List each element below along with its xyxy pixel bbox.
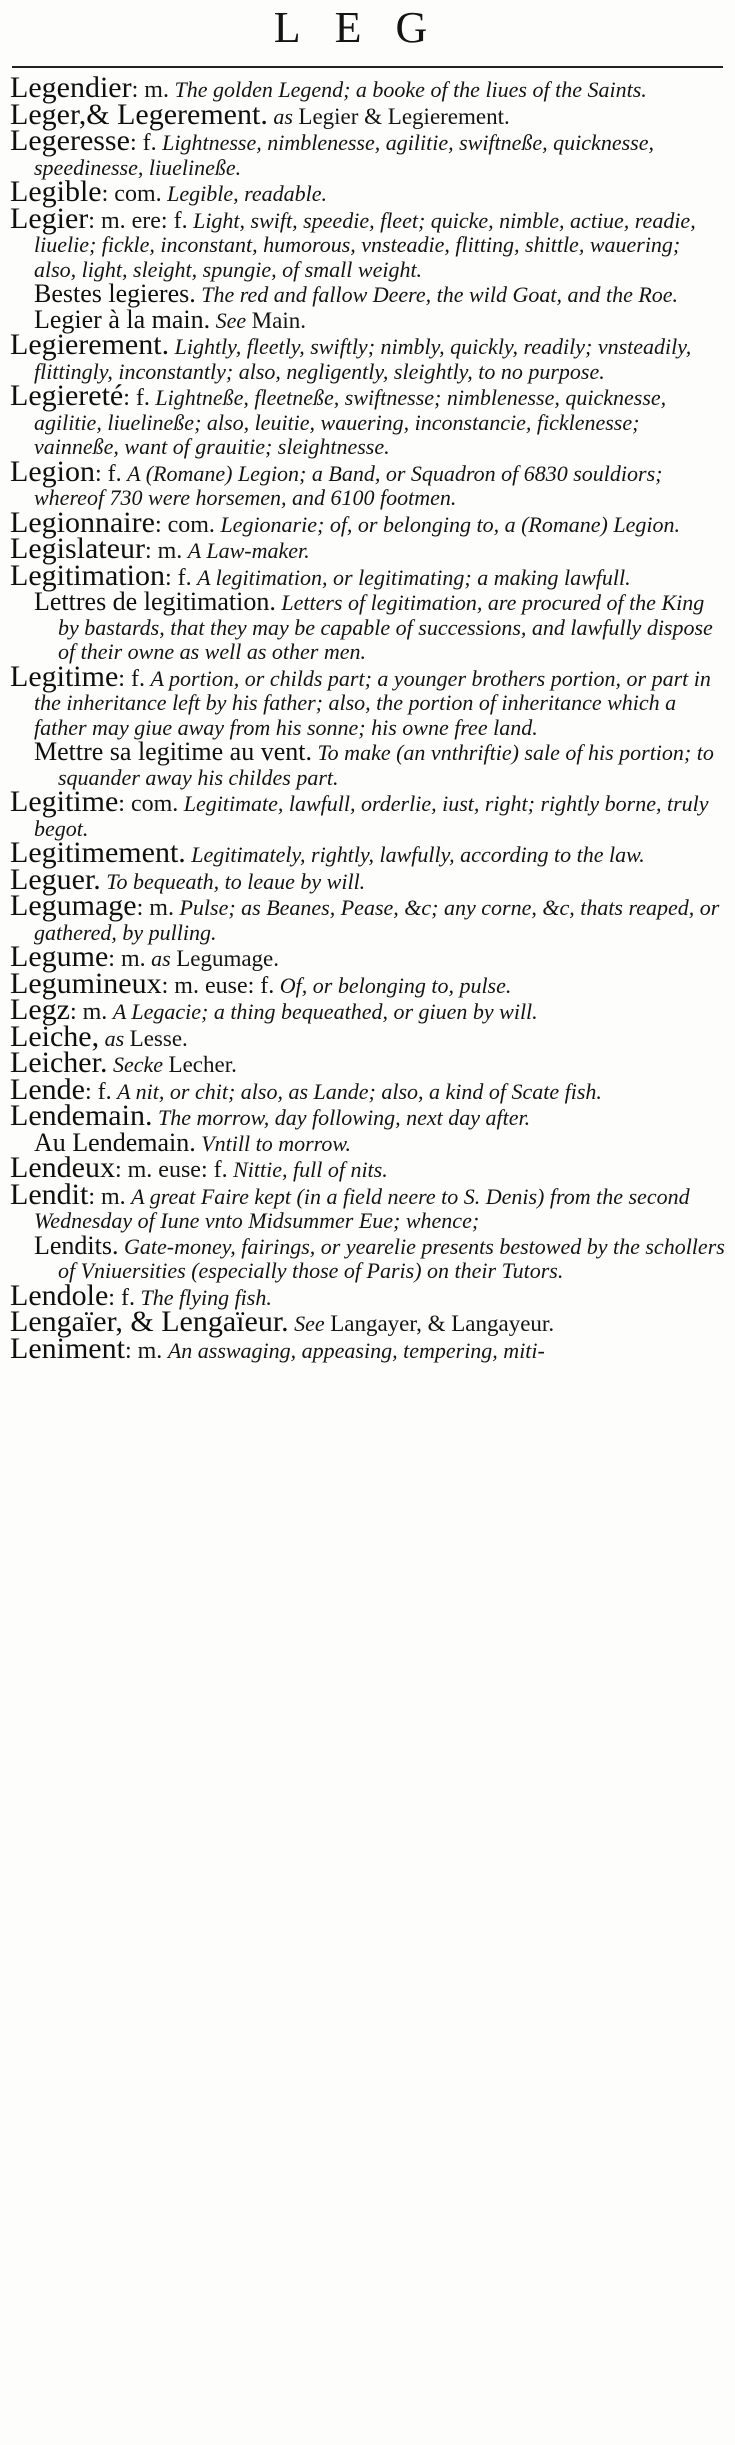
- dictionary-entry: [10, 889, 725, 945]
- entry-grammar: : m.: [136, 895, 174, 921]
- sub-entry: [10, 737, 725, 790]
- entry-definition: A legitimation, or legitimating; a making lawfull.: [197, 564, 631, 590]
- entry-grammar: : f.: [129, 130, 157, 156]
- entry-definition: Legionarie; of, or belonging to, a (Romane) Legion.: [220, 511, 680, 537]
- entry-grammar: : f.: [108, 1284, 135, 1311]
- entry-headword: Lettres de legitimation.: [34, 587, 276, 616]
- entry-headword: Legume: [10, 940, 109, 973]
- entry-grammar: : com.: [154, 511, 215, 538]
- entry-headword: Lendits.: [34, 1230, 119, 1260]
- entry-grammar: : m. euse: f.: [161, 972, 275, 999]
- entry-definition: See: [215, 307, 247, 333]
- dictionary-entry: [10, 201, 725, 283]
- entry-cross-reference: Lesse.: [129, 1025, 188, 1051]
- entry-headword: Lendeux: [10, 1151, 115, 1184]
- entry-definition: Gate-money, fairings, or yearelie presents bestowed by the schollers of Vniuersities (especially those of Paris) on their Tutors.: [58, 1233, 725, 1283]
- entry-definition: A (Romane) Legion; a Band, or Squadron of 6830 souldiors; whereof 730 were horsemen, and 6100 footmen.: [34, 460, 663, 510]
- entry-definition: To bequeath, to leaue by will.: [106, 868, 366, 894]
- entry-grammar: : m.: [124, 1337, 163, 1364]
- entry-definition: Secke: [112, 1052, 164, 1077]
- dictionary-entry: [10, 966, 725, 1000]
- entry-definition: Lightly, fleetly, swiftly; nimbly, quickly, readily; vnsteadily, flittingly, inconstantly; also, negligently, sleightly, to no purpose.: [34, 334, 692, 384]
- entry-headword: Lende: [10, 1072, 85, 1106]
- entry-definition: A portion, or childs part; a younger brothers portion, or part in the inheritance left by his father; also, the portion of inheritance which a father may giue away from his sonne; his owne free land.: [34, 665, 711, 740]
- dictionary-entry: [10, 1151, 725, 1184]
- entry-grammar: : com.: [118, 791, 179, 817]
- sub-entry: [10, 587, 725, 665]
- entry-definition: Nittie, full of nits.: [233, 1157, 388, 1182]
- entry-grammar: : m.: [144, 538, 183, 564]
- dictionary-entry: [10, 836, 725, 869]
- entry-grammar: : m. ere: f.: [88, 207, 188, 234]
- entry-definition: A nit, or chit; also, as Lande; also, a kind of Scate fish.: [117, 1078, 602, 1104]
- entry-headword: Leger,& Legerement.: [10, 97, 268, 131]
- entry-grammar: : com.: [101, 181, 162, 207]
- entry-headword: Legeresse: [10, 124, 130, 157]
- dictionary-entry: [10, 328, 725, 384]
- entry-definition: The morrow, day following, next day after.: [157, 1105, 531, 1130]
- entry-definition: as: [104, 1025, 125, 1051]
- entry-headword: Lendole: [10, 1278, 109, 1312]
- entry-headword: Legz: [10, 993, 70, 1026]
- entry-grammar: : f.: [123, 385, 150, 411]
- entry-grammar: : f.: [84, 1078, 112, 1105]
- entry-definition: The golden Legend; a booke of the liues of the Saints.: [174, 77, 647, 102]
- entry-headword: Legiereté: [10, 379, 124, 412]
- entry-grammar: : m.: [69, 999, 108, 1025]
- entry-headword: Mettre sa legitime au vent.: [34, 737, 312, 766]
- entry-definition: A Law-maker.: [187, 538, 310, 563]
- entry-definition: The flying fish.: [140, 1284, 272, 1310]
- entry-headword: Leniment: [10, 1331, 125, 1365]
- entry-definition: Vntill to morrow.: [201, 1130, 351, 1156]
- entry-grammar: : m. euse: f.: [114, 1157, 228, 1183]
- entry-definition: Legible, readable.: [167, 181, 328, 206]
- dictionary-entry: [10, 1331, 725, 1365]
- entry-headword: Bestes legieres.: [34, 279, 196, 308]
- dictionary-entry: [10, 1019, 725, 1053]
- entry-definition: Legitimately, rightly, lawfully, according to the law.: [191, 842, 645, 867]
- entry-definition: Of, or belonging to, pulse.: [279, 972, 512, 998]
- dictionary-entry: [10, 1046, 725, 1079]
- entry-headword: Legendier: [10, 71, 132, 104]
- entry-headword: Legumage: [10, 889, 137, 922]
- entry-headword: Legionnaire: [10, 505, 155, 539]
- entry-cross-reference: Legumage.: [176, 946, 280, 971]
- entry-headword: Leiche,: [10, 1019, 100, 1053]
- entry-headword: Legion: [10, 454, 95, 488]
- entry-definition: Legitimate, lawfull, orderlie, iust, right; rightly borne, truly begot.: [34, 791, 709, 841]
- entry-headword: Legier à la main.: [34, 304, 211, 334]
- entry-cross-reference: Lecher.: [168, 1052, 237, 1077]
- entry-headword: Legitime: [10, 785, 119, 818]
- entry-headword: Leicher.: [10, 1046, 108, 1079]
- entry-definition: An asswaging, appeasing, tempering, miti-: [167, 1337, 545, 1363]
- entry-headword: Legumineux: [10, 966, 162, 1000]
- entry-headword: Lendit: [10, 1177, 89, 1211]
- sub-entry: [10, 1230, 725, 1284]
- entry-headword: Lendemain.: [10, 1099, 153, 1132]
- dictionary-entry: [10, 454, 725, 511]
- entry-grammar: : m.: [108, 946, 146, 972]
- entry-grammar: : f.: [94, 460, 122, 487]
- entry-definition: See: [294, 1311, 325, 1336]
- entry-definition: The red and fallow Deere, the wild Goat, and the Roe.: [201, 282, 679, 307]
- entry-grammar: : m.: [131, 77, 169, 103]
- entry-headword: Legitime: [10, 659, 119, 693]
- entry-grammar: : f.: [164, 564, 192, 591]
- dictionary-entry: [10, 379, 725, 460]
- dictionary-entry: [10, 659, 725, 741]
- entry-definition: Letters of legitimation, are procured of the King by bastards, that they may be capable of successions, and lawfully dispose of their owne as well as other men.: [58, 590, 713, 664]
- dictionary-entry: [10, 785, 725, 841]
- entry-cross-reference: Langayer, & Langayeur.: [330, 1311, 555, 1336]
- entry-headword: Legible: [10, 175, 102, 208]
- entry-headword: Au Lendemain.: [34, 1127, 196, 1157]
- entry-headword: Legitimement.: [10, 836, 186, 869]
- entry-list: [10, 71, 725, 1365]
- dictionary-entry: [10, 175, 725, 208]
- dictionary-entry: [10, 993, 725, 1026]
- entry-headword: Legislateur: [10, 532, 145, 565]
- entry-definition: Lightneße, fleetneße, swiftnesse; nimblenesse, quicknesse, agilitie, liuelineße; also, leuitie, wauering, inconstancie, ficklenesse; vainneße, want of grauitie; sleightnesse.: [34, 385, 667, 459]
- entry-headword: Legitimation: [10, 558, 165, 592]
- entry-definition: as: [151, 946, 171, 971]
- entry-cross-reference: Main.: [251, 307, 306, 333]
- header-rule: [12, 66, 723, 68]
- page-header: LEG: [273, 3, 462, 52]
- entry-definition: Light, swift, speedie, fleet; quicke, nimble, actiue, readie, liuelie; fickle, inconstant, humorous, vnsteadie, flitting, shittle, wauering; also, light, sleight, spungie, of small weight.: [34, 207, 696, 282]
- entry-definition: Lightnesse, nimblenesse, agilitie, swiftneße, quicknesse, speedinesse, liuelineße.: [34, 130, 654, 180]
- dictionary-entry: [10, 124, 725, 180]
- entry-definition: A Legacie; a thing bequeathed, or giuen by will.: [112, 999, 538, 1024]
- entry-headword: Leguer.: [10, 862, 101, 896]
- entry-definition: To make (an vnthriftie) sale of his portion; to squander away his childes part.: [58, 740, 714, 790]
- dictionary-entry: [10, 1177, 725, 1234]
- entry-grammar: : f.: [118, 665, 145, 692]
- entry-headword: Legier: [10, 201, 89, 235]
- entry-definition: Pulse; as Beanes, Pease, &c; any corne, &c, thats reaped, or gathered, by pulling.: [34, 895, 720, 945]
- entry-headword: Legierement.: [10, 328, 170, 361]
- sub-entry: [10, 1127, 725, 1157]
- entry-definition: as: [273, 103, 293, 129]
- entry-cross-reference: Legier & Legierement.: [298, 103, 510, 129]
- entry-headword: Lengaïer, & Lengaïeur.: [10, 1305, 289, 1338]
- entry-definition: A great Faire kept (in a field neere to S. Denis) from the second Wednesday of Iune vnto Midsummer Eue; whence;: [34, 1183, 690, 1233]
- entry-grammar: : m.: [88, 1183, 126, 1210]
